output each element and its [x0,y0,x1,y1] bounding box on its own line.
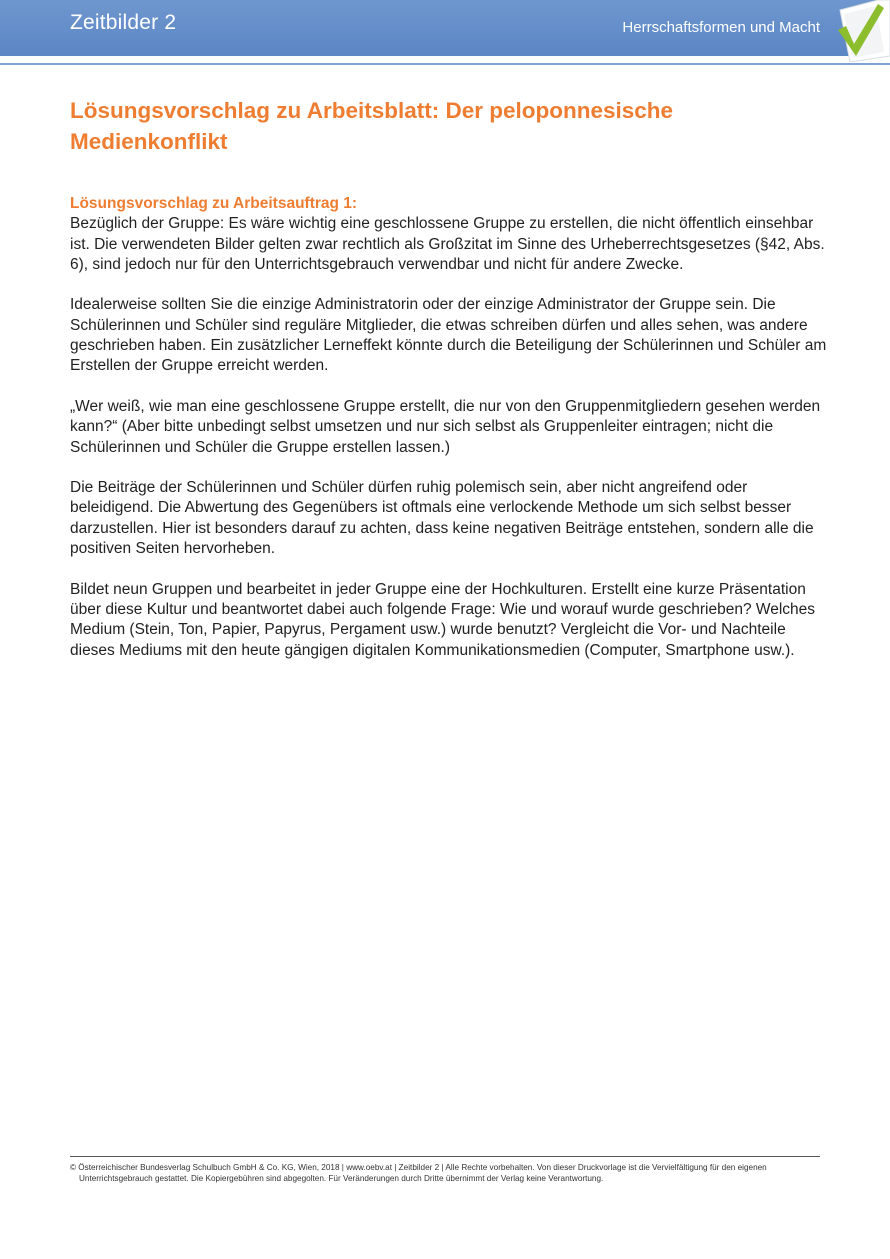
paragraph-group-privacy: Bezüglich der Gruppe: Es wäre wichtig eine geschlossene Gruppe zu erstellen, die nicht öffentlich einsehbar ist. Die verwendeten Bilder gelten zwar rechtlich als Großzitat im Sinne des Urheberrechtsgesetzes (§42, Abs. 6), sind jedoch nur für den Unterrichtsgebrauch verwendbar und nicht für andere Zwecke. [70,215,825,273]
footer-line-2: Unterrichtsgebrauch gestattet. Die Kopiergebühren sind abgegolten. Für Veränderungen durch Dritte übernimmt der Verlag keine Verantwortung. [79,1174,604,1183]
paragraph-question: „Wer weiß, wie man eine geschlossene Gruppe erstellt, die nur von den Gruppenmitgliedern gesehen werden kann?“ (Aber bitte unbedingt selbst umsetzen und nur sich selbst als Gruppenleiter eintragen; nicht die Schülerinnen und Schüler die Gruppe erstellen lassen.) [70,397,821,456]
paragraph-contributions: Die Beiträge der Schülerinnen und Schüler dürfen ruhig polemisch sein, aber nicht angreifend oder beleidigend. Die Abwertung des Gegenübers ist oftmals eine verlockende Methode um sich selbst besser darzustellen. Hier ist besonders darauf zu achten, dass keine negativen Beiträge entstehen, sondern alle die positiven Seiten hervorheben. [70,479,814,558]
paragraph-group-task: Bildet neun Gruppen und bearbeitet in jeder Gruppe eine der Hochkulturen. Erstellt eine kurze Präsentation über diese Kultur und beantwortet dabei auch folgende Frage: Wie und worauf wurde geschrieben? Welches Medium (Stein, Ton, Papier, Papyrus, Pergament usw.) wurde benutzt? Vergleicht die Vor- und Nachteile dieses Mediums mit den heute gängigen digitalen Kommunikationsmedien (Computer, Smartphone usw.). [70,580,816,659]
paragraph-administrator: Idealerweise sollten Sie die einzige Administratorin oder der einzige Administrator der Gruppe sein. Die Schülerinnen und Schüler sind reguläre Mitglieder, die etwas schreiben dürfen und alles sehen, was andere geschrieben haben. Ein zusätzlicher Lerneffekt könnte durch die Beteiligung der Schülerinnen und Schüler am Erstellen der Gruppe erreicht werden. [70,296,827,375]
header-divider [0,63,890,65]
checkmark-logo-icon [834,0,890,62]
task-subheading: Lösungsvorschlag zu Arbeitsauftrag 1: [70,195,358,212]
footer-line-1: © Österreichischer Bundesverlag Schulbuch GmbH & Co. KG, Wien, 2018 | www.oebv.at | Zeitbilder 2 | Alle Rechte vorbehalten. Von dieser Druckvorlage ist die Vervielfältigung für den eigenen [70,1163,767,1172]
section-title: Herrschaftsformen und Macht [622,19,820,36]
footer-copyright [70,1162,820,1184]
main-content [70,194,830,681]
brand-title: Zeitbilder 2 [70,11,177,34]
page-title: Lösungsvorschlag zu Arbeitsblatt: Der peloponnesische Medienkonflikt [70,98,674,154]
footer-divider [70,1156,820,1157]
